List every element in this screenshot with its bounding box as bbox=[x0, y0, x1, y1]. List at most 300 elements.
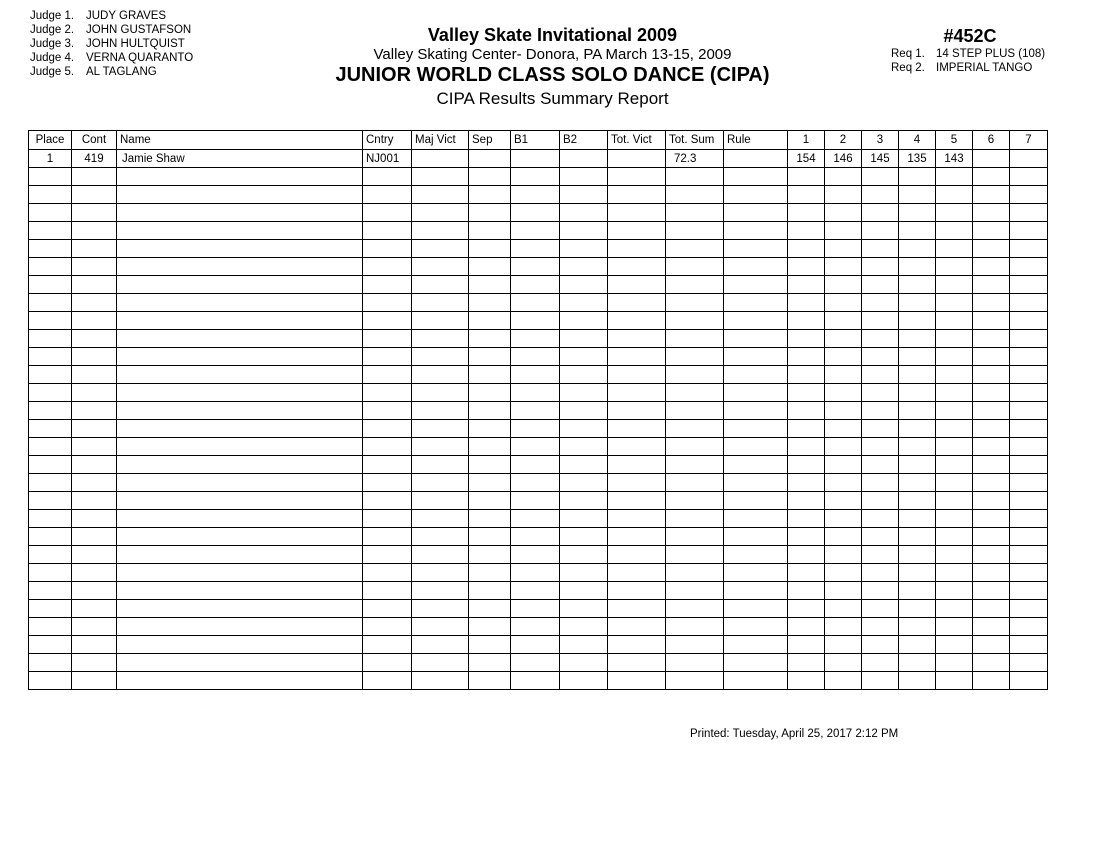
table-cell bbox=[1010, 474, 1048, 492]
table-cell bbox=[72, 294, 117, 312]
table-cell bbox=[469, 276, 511, 294]
table-cell bbox=[973, 546, 1010, 564]
table-cell bbox=[363, 672, 412, 690]
table-cell bbox=[117, 330, 363, 348]
table-cell bbox=[724, 258, 788, 276]
table-cell bbox=[412, 186, 469, 204]
table-cell bbox=[72, 258, 117, 276]
table-row bbox=[29, 204, 1048, 222]
table-cell bbox=[788, 384, 825, 402]
table-row bbox=[29, 366, 1048, 384]
table-cell bbox=[469, 168, 511, 186]
table-cell bbox=[936, 402, 973, 420]
table-cell bbox=[117, 402, 363, 420]
table-cell bbox=[560, 546, 608, 564]
requirement-line bbox=[891, 47, 1070, 61]
table-cell bbox=[899, 492, 936, 510]
table-cell bbox=[899, 348, 936, 366]
table-cell bbox=[936, 438, 973, 456]
table-cell bbox=[788, 510, 825, 528]
table-cell bbox=[29, 672, 72, 690]
table-cell bbox=[412, 528, 469, 546]
table-cell: Jamie Shaw bbox=[117, 150, 363, 168]
table-cell bbox=[724, 150, 788, 168]
table-cell bbox=[1010, 420, 1048, 438]
table-cell bbox=[1010, 348, 1048, 366]
table-cell bbox=[788, 294, 825, 312]
table-cell bbox=[560, 240, 608, 258]
table-cell bbox=[666, 276, 724, 294]
table-cell bbox=[608, 294, 666, 312]
table-cell bbox=[511, 600, 560, 618]
column-header: Rule bbox=[724, 131, 788, 150]
table-cell bbox=[788, 654, 825, 672]
table-cell bbox=[666, 330, 724, 348]
judge-name: AL TAGLANG bbox=[86, 66, 157, 78]
table-cell bbox=[29, 330, 72, 348]
table-cell bbox=[412, 618, 469, 636]
table-row bbox=[29, 384, 1048, 402]
table-cell bbox=[412, 294, 469, 312]
table-cell bbox=[724, 294, 788, 312]
table-cell bbox=[666, 618, 724, 636]
table-cell bbox=[936, 384, 973, 402]
table-cell bbox=[1010, 384, 1048, 402]
table-cell bbox=[511, 222, 560, 240]
table-cell bbox=[608, 456, 666, 474]
table-cell bbox=[117, 582, 363, 600]
table-cell bbox=[724, 600, 788, 618]
table-row bbox=[29, 240, 1048, 258]
column-header: B1 bbox=[511, 131, 560, 150]
judge-line bbox=[30, 37, 193, 51]
table-cell bbox=[788, 672, 825, 690]
table-cell bbox=[666, 402, 724, 420]
table-cell bbox=[511, 150, 560, 168]
table-cell bbox=[511, 564, 560, 582]
table-cell bbox=[862, 258, 899, 276]
table-cell bbox=[72, 546, 117, 564]
table-cell bbox=[412, 672, 469, 690]
table-cell bbox=[862, 582, 899, 600]
table-cell bbox=[724, 384, 788, 402]
table-cell bbox=[560, 474, 608, 492]
table-row bbox=[29, 582, 1048, 600]
table-cell bbox=[560, 384, 608, 402]
table-cell bbox=[899, 438, 936, 456]
table-cell bbox=[117, 258, 363, 276]
table-cell bbox=[666, 636, 724, 654]
table-cell bbox=[363, 636, 412, 654]
table-cell bbox=[511, 348, 560, 366]
table-cell bbox=[899, 312, 936, 330]
table-cell: 1 bbox=[29, 150, 72, 168]
column-header: Place bbox=[29, 131, 72, 150]
table-cell bbox=[608, 582, 666, 600]
table-cell: NJ001 bbox=[363, 150, 412, 168]
table-cell bbox=[973, 600, 1010, 618]
table-cell bbox=[862, 492, 899, 510]
judge-name: JOHN HULTQUIST bbox=[86, 38, 185, 50]
table-cell bbox=[511, 276, 560, 294]
table-cell bbox=[825, 438, 862, 456]
table-cell bbox=[608, 222, 666, 240]
table-cell bbox=[1010, 456, 1048, 474]
table-cell bbox=[1010, 402, 1048, 420]
table-cell bbox=[117, 456, 363, 474]
table-cell bbox=[862, 528, 899, 546]
table-cell bbox=[936, 186, 973, 204]
table-cell bbox=[608, 510, 666, 528]
table-cell bbox=[560, 186, 608, 204]
table-cell bbox=[724, 528, 788, 546]
table-cell bbox=[511, 456, 560, 474]
table-cell bbox=[511, 474, 560, 492]
table-cell bbox=[363, 312, 412, 330]
column-header: Tot. Vict bbox=[608, 131, 666, 150]
table-cell bbox=[608, 420, 666, 438]
table-row bbox=[29, 222, 1048, 240]
table-cell bbox=[29, 564, 72, 582]
table-cell bbox=[936, 168, 973, 186]
table-cell bbox=[825, 330, 862, 348]
table-cell bbox=[666, 186, 724, 204]
table-cell bbox=[117, 240, 363, 258]
table-cell bbox=[936, 564, 973, 582]
table-cell bbox=[29, 204, 72, 222]
column-header: Tot. Sum bbox=[666, 131, 724, 150]
requirements-list bbox=[891, 47, 1070, 75]
table-cell bbox=[973, 312, 1010, 330]
table-cell bbox=[29, 240, 72, 258]
table-cell bbox=[899, 672, 936, 690]
column-header: Cont bbox=[72, 131, 117, 150]
table-cell bbox=[724, 168, 788, 186]
table-cell bbox=[973, 348, 1010, 366]
table-cell bbox=[117, 672, 363, 690]
column-header: 5 bbox=[936, 131, 973, 150]
table-cell bbox=[724, 240, 788, 258]
table-cell bbox=[29, 510, 72, 528]
table-cell bbox=[511, 402, 560, 420]
table-cell bbox=[862, 546, 899, 564]
table-cell bbox=[936, 546, 973, 564]
table-cell bbox=[724, 420, 788, 438]
table-row bbox=[29, 312, 1048, 330]
table-cell bbox=[511, 258, 560, 276]
table-cell bbox=[862, 366, 899, 384]
table-cell bbox=[724, 636, 788, 654]
table-cell bbox=[560, 402, 608, 420]
requirement-prefix: Req 2. bbox=[891, 62, 925, 74]
table-cell bbox=[1010, 510, 1048, 528]
table-cell bbox=[608, 240, 666, 258]
table-cell bbox=[72, 240, 117, 258]
table-row bbox=[29, 402, 1048, 420]
judge-prefix: Judge 2. bbox=[30, 24, 75, 36]
table-cell bbox=[825, 348, 862, 366]
judge-prefix: Judge 1. bbox=[30, 10, 75, 22]
table-cell bbox=[788, 168, 825, 186]
table-cell bbox=[117, 600, 363, 618]
table-cell bbox=[560, 294, 608, 312]
table-cell bbox=[936, 420, 973, 438]
table-cell bbox=[724, 330, 788, 348]
table-cell bbox=[666, 672, 724, 690]
table-cell bbox=[936, 636, 973, 654]
table-cell bbox=[862, 330, 899, 348]
table-cell bbox=[117, 204, 363, 222]
table-cell bbox=[469, 600, 511, 618]
table-cell bbox=[560, 654, 608, 672]
table-cell bbox=[666, 564, 724, 582]
table-cell bbox=[973, 420, 1010, 438]
table-cell bbox=[363, 222, 412, 240]
table-cell bbox=[117, 312, 363, 330]
table-cell bbox=[973, 276, 1010, 294]
table-cell: 154 bbox=[788, 150, 825, 168]
table-cell bbox=[899, 330, 936, 348]
table-cell bbox=[72, 564, 117, 582]
table-cell bbox=[825, 168, 862, 186]
table-cell bbox=[666, 240, 724, 258]
table-cell bbox=[560, 528, 608, 546]
table-cell bbox=[936, 312, 973, 330]
table-cell bbox=[825, 474, 862, 492]
table-cell bbox=[724, 438, 788, 456]
table-cell bbox=[862, 456, 899, 474]
column-header: B2 bbox=[560, 131, 608, 150]
table-cell bbox=[1010, 636, 1048, 654]
table-cell bbox=[72, 186, 117, 204]
table-cell bbox=[117, 564, 363, 582]
event-title: JUNIOR WORLD CLASS SOLO DANCE (CIPA) bbox=[335, 64, 770, 86]
table-cell bbox=[973, 654, 1010, 672]
table-cell bbox=[788, 258, 825, 276]
table-cell bbox=[825, 276, 862, 294]
table-cell bbox=[72, 618, 117, 636]
table-cell bbox=[899, 564, 936, 582]
table-cell bbox=[469, 222, 511, 240]
table-cell bbox=[788, 492, 825, 510]
table-cell bbox=[862, 474, 899, 492]
table-cell bbox=[788, 474, 825, 492]
column-header: Maj Vict bbox=[412, 131, 469, 150]
table-cell bbox=[724, 204, 788, 222]
table-cell bbox=[72, 528, 117, 546]
table-cell bbox=[72, 222, 117, 240]
table-cell bbox=[724, 618, 788, 636]
table-cell bbox=[412, 564, 469, 582]
table-cell bbox=[72, 384, 117, 402]
table-cell bbox=[788, 456, 825, 474]
table-row bbox=[29, 672, 1048, 690]
table-cell bbox=[72, 654, 117, 672]
judge-prefix: Judge 3. bbox=[30, 38, 75, 50]
table-cell bbox=[666, 438, 724, 456]
table-cell bbox=[29, 276, 72, 294]
table-cell bbox=[899, 546, 936, 564]
table-cell bbox=[936, 366, 973, 384]
table-cell bbox=[862, 420, 899, 438]
table-cell bbox=[788, 618, 825, 636]
table-cell bbox=[511, 186, 560, 204]
table-cell bbox=[560, 150, 608, 168]
table-cell bbox=[608, 312, 666, 330]
table-cell bbox=[899, 456, 936, 474]
table-cell bbox=[862, 168, 899, 186]
table-cell bbox=[72, 348, 117, 366]
table-cell bbox=[72, 492, 117, 510]
table-cell bbox=[363, 366, 412, 384]
table-cell bbox=[788, 564, 825, 582]
table-cell bbox=[666, 456, 724, 474]
table-cell bbox=[469, 150, 511, 168]
table-cell bbox=[862, 402, 899, 420]
table-cell bbox=[469, 654, 511, 672]
table-cell bbox=[788, 186, 825, 204]
table-cell bbox=[608, 672, 666, 690]
table-cell bbox=[973, 366, 1010, 384]
table-cell bbox=[117, 618, 363, 636]
table-cell bbox=[363, 294, 412, 312]
table-cell bbox=[788, 276, 825, 294]
table-row bbox=[29, 330, 1048, 348]
judge-line bbox=[30, 51, 193, 65]
table-cell bbox=[469, 564, 511, 582]
column-header: Name bbox=[117, 131, 363, 150]
table-cell bbox=[1010, 366, 1048, 384]
table-cell bbox=[724, 456, 788, 474]
table-cell bbox=[788, 636, 825, 654]
table-cell bbox=[511, 330, 560, 348]
table-cell bbox=[29, 384, 72, 402]
table-row bbox=[29, 168, 1048, 186]
table-cell bbox=[117, 186, 363, 204]
table-cell bbox=[899, 366, 936, 384]
table-cell bbox=[973, 168, 1010, 186]
table-cell bbox=[608, 150, 666, 168]
table-cell bbox=[666, 348, 724, 366]
table-cell bbox=[469, 636, 511, 654]
judge-line bbox=[30, 23, 193, 37]
table-cell bbox=[666, 204, 724, 222]
table-cell bbox=[788, 402, 825, 420]
table-cell bbox=[936, 510, 973, 528]
judge-name: JUDY GRAVES bbox=[86, 10, 167, 22]
table-cell bbox=[363, 204, 412, 222]
table-cell bbox=[973, 330, 1010, 348]
table-cell bbox=[724, 546, 788, 564]
table-cell bbox=[973, 492, 1010, 510]
table-cell bbox=[469, 582, 511, 600]
table-cell bbox=[363, 402, 412, 420]
table-cell bbox=[788, 546, 825, 564]
judge-line bbox=[30, 65, 193, 79]
table-cell bbox=[117, 294, 363, 312]
table-cell bbox=[560, 420, 608, 438]
table-cell bbox=[788, 348, 825, 366]
table-cell bbox=[412, 474, 469, 492]
table-cell bbox=[511, 672, 560, 690]
table-cell bbox=[117, 546, 363, 564]
table-cell bbox=[825, 510, 862, 528]
table-cell bbox=[666, 312, 724, 330]
table-cell bbox=[724, 474, 788, 492]
table-cell bbox=[862, 564, 899, 582]
table-cell bbox=[973, 618, 1010, 636]
table-cell bbox=[560, 168, 608, 186]
table-row bbox=[29, 420, 1048, 438]
table-cell bbox=[363, 600, 412, 618]
table-cell bbox=[117, 510, 363, 528]
table-cell bbox=[72, 420, 117, 438]
table-cell bbox=[511, 438, 560, 456]
table-cell bbox=[469, 492, 511, 510]
table-cell bbox=[363, 528, 412, 546]
table-cell bbox=[862, 204, 899, 222]
table-cell bbox=[469, 672, 511, 690]
table-cell bbox=[1010, 258, 1048, 276]
table-cell bbox=[825, 582, 862, 600]
table-cell bbox=[363, 492, 412, 510]
table-cell bbox=[973, 186, 1010, 204]
judge-line bbox=[30, 9, 193, 23]
table-cell bbox=[608, 492, 666, 510]
table-cell bbox=[862, 510, 899, 528]
report-header bbox=[280, 24, 825, 110]
requirement-line bbox=[891, 61, 1070, 75]
table-cell bbox=[560, 564, 608, 582]
table-cell bbox=[1010, 294, 1048, 312]
table-cell bbox=[862, 222, 899, 240]
table-cell bbox=[788, 204, 825, 222]
header-row bbox=[29, 131, 1048, 150]
venue-and-dates: Valley Skating Center- Donora, PA March 13-15, 2009 bbox=[373, 46, 732, 63]
table-cell bbox=[936, 600, 973, 618]
table-cell bbox=[1010, 312, 1048, 330]
table-cell bbox=[72, 582, 117, 600]
table-cell bbox=[936, 222, 973, 240]
table-cell bbox=[412, 456, 469, 474]
table-cell bbox=[469, 438, 511, 456]
table-cell bbox=[469, 366, 511, 384]
table-cell bbox=[666, 528, 724, 546]
table-cell bbox=[973, 438, 1010, 456]
table-cell bbox=[862, 186, 899, 204]
table-cell bbox=[936, 258, 973, 276]
table-cell bbox=[72, 456, 117, 474]
table-cell bbox=[825, 456, 862, 474]
table-cell bbox=[899, 276, 936, 294]
table-cell bbox=[363, 258, 412, 276]
table-cell bbox=[72, 366, 117, 384]
table-cell bbox=[469, 510, 511, 528]
table-cell bbox=[560, 600, 608, 618]
printed-timestamp: Printed: Tuesday, April 25, 2017 2:12 PM bbox=[690, 728, 899, 740]
table-cell bbox=[29, 348, 72, 366]
table-cell bbox=[899, 654, 936, 672]
column-header: 2 bbox=[825, 131, 862, 150]
judge-name: JOHN GUSTAFSON bbox=[86, 24, 192, 36]
table-cell bbox=[511, 366, 560, 384]
table-cell bbox=[1010, 654, 1048, 672]
table-cell bbox=[788, 312, 825, 330]
table-cell bbox=[412, 168, 469, 186]
table-cell bbox=[862, 618, 899, 636]
table-cell bbox=[363, 330, 412, 348]
table-cell bbox=[608, 204, 666, 222]
